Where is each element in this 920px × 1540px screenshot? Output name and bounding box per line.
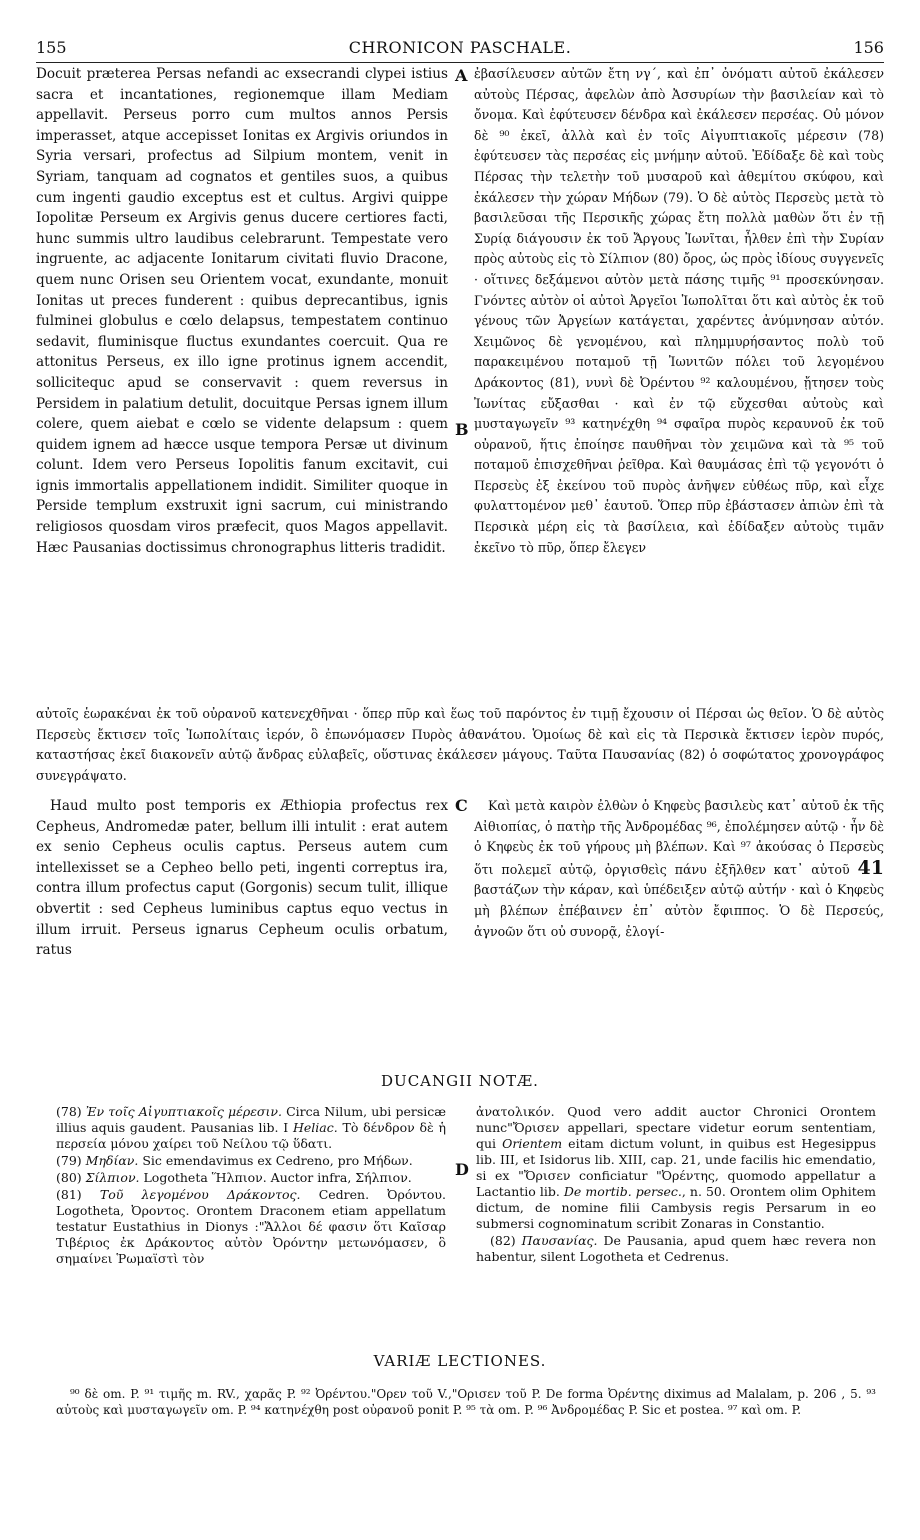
note-81 xyxy=(56,1187,446,1267)
margin-marker-b: B xyxy=(455,420,469,439)
margin-marker-a: A xyxy=(455,66,468,85)
note-81-cont-ref: De mortib. persec. xyxy=(563,1184,682,1199)
note-78-lemma: Ἐν τοῖς Αἰγυπτιακοῖς μέρεσιν. xyxy=(85,1104,282,1119)
note-82-number: (82) xyxy=(490,1233,522,1248)
note-78-ref: Heliac. xyxy=(293,1120,338,1135)
note-81-text: Cedren. Ὀρόντου. Logotheta, Ὀροντος. Orontem Draconem etiam appellatum testatur Eustathius in Dionys :"Ἄλλοι δέ φασιν ὅτι Καῖσαρ Τιβέριος ἐκ Δράκοντος αὐτὸν Ὀρόντην μετωνόμασεν, ὃ σημαίνει Ῥωμαϊστὶ τὸν xyxy=(56,1187,446,1266)
running-title: CHRONICON PASCHALE. xyxy=(348,38,572,57)
greek-column-1 xyxy=(474,64,884,558)
note-80 xyxy=(56,1170,446,1186)
note-81-cont-text-1: ἀνατολικόν. Quod vero addit auctor Chronici Orontem nunc"Ὄρισεν appellari, spectare videtur eorum sententiam, qui xyxy=(476,1104,876,1151)
column-number: 41 xyxy=(857,856,884,879)
notes-left-column xyxy=(56,1104,446,1268)
greek-full-paragraph: αὐτοῖς ἑωρακέναι ἐκ τοῦ οὐρανοῦ κατενεχθῆναι · ὅπερ πῦρ καὶ ἕως τοῦ παρόντος ἐν τιμῇ ἔχουσιν οἱ Πέρσαι ὡς θεῖον. Ὁ δὲ αὐτὸς Περσεὺς ἔκτισεν τοῖς Ἰωπολίταις ἱερόν, ὃ ἐπωνόμασεν Πυρὸς ἀθανάτου. Ὁμοίως δὲ καὶ εἰς τὰ Περσικὰ ἔκτισεν ἱερὸν πυρός, καταστήσας ἐκεῖ διακονεῖν αὐτῷ ἄνδρας εὐλαβεῖς, οὕστινας ἐκάλεσεν μάγους. Ταῦτα Παυσανίας (82) ὁ σοφώτατος χρονογράφος συνεγράψατο. xyxy=(36,706,884,783)
note-82-text: De Pausania, apud quem hæc revera non habentur, silent Logotheta et Cedrenus. xyxy=(476,1233,876,1264)
note-81-cont-emph: Orientem xyxy=(502,1136,563,1151)
note-78-number: (78) xyxy=(56,1104,86,1119)
latin-paragraph-1: Docuit præterea Persas nefandi ac exsecrandi clypei istius sacra et incantationes, regionemque illam Mediam appellavit. Perseus porro cum multos annos Persis imperasset, atque accepisset Ionitas ex Argivis oriundos in Syria versari, profectus ad Silpium montem, venit in Syriam, tanquam ad cognatos et gentiles suos, a quibus cum ingenti gaudio exceptus est et cultus. Argivi quippe Iopolitæ Perseum ex Argivis genus ducere certiores facti, hunc summis ultro laudibus celebrarunt. Tempestate vero ingruente, ac adjacente Ionitarum civitati fluvio Dracone, quem nunc Orisen seu Orientem vocat, exundante, monuit Ionitas ut preces funderent : quibus deprecantibus, ignis fulminei globulus e cœlo delapsus, tempestatem continuo sedavit, fluminisque fluctus exundantes coercuit. Qua re attonitus Perseus, ex illo igne protinus ignem accendit, sollicitequc apud se conservavit : quem reversus in Persidem in palatium detulit, docuitque Persas ignem illum colere, quem aiebat e cœlo se vidente delapsum : quem quidem ignem ad hæcce usque tempora Persæ ut divinum colunt. Idem vero Perseus Iopolitis fanum excitavit, cui ignis immortalis appellationem indidit. Similiter quoque in Perside templum exstruxit igni sacrum, cui ministrando religiosos quosdam viros præfecit, quos Magos appellavit. Hæc Pausanias doctissimus chronographus litteris tradidit. xyxy=(36,66,448,556)
note-78-quote: Τὸ δένδρον δὲ ἡ περσεία μόνου χαίρει τοῦ Νείλου τῷ ὕδατι. xyxy=(56,1120,446,1151)
note-80-number: (80) xyxy=(56,1170,86,1185)
margin-marker-c: C xyxy=(455,796,468,815)
note-81-cont-text-3: , n. 50. Orontem olim Ophitem dictum, de nomine filii Cambysis regis Persarum in eo submersi cognominatum scribit Zonaras in Constantio. xyxy=(476,1184,876,1231)
right-page-number: 156 xyxy=(853,38,884,57)
greek-column-2 xyxy=(474,796,884,942)
running-header xyxy=(36,38,884,62)
note-79-text: Sic emendavimus ex Cedreno, pro Μήδων. xyxy=(138,1153,413,1168)
note-79 xyxy=(56,1153,446,1169)
note-79-lemma: Μηδίαν. xyxy=(85,1153,139,1168)
note-81-cont-text-2: eitam dictum volunt, in quibus est Hegesippus lib. III, et Isidorus lib. XIII, cap. 21, unde facilis hic emendatio, si ex "Ὄρισεν conficiatur "Ὀρέντης, quomodo appellatur a Lactantio lib. xyxy=(476,1136,876,1199)
varia-text: ⁹⁰ δὲ om. P. ⁹¹ τιμῆς m. RV., χαρᾶς P. ⁹² Ὀρέντου."Ορεν τοῦ V.,"Ορισεν τοῦ P. De forma Ὀρέντης diximus ad Malalam, p. 206 , 5. ⁹³ αὐτοὺς καὶ μυσταγωγεῖν om. P. ⁹⁴ κατηνέχθη post οὐρανοῦ ponit P. ⁹⁵ τὰ om. P. ⁹⁶ Ἀνδρομέδας P. Sic et postea. ⁹⁷ καὶ om. P. xyxy=(56,1387,876,1417)
margin-marker-d: D xyxy=(455,1160,469,1179)
greek-paragraph-2-start: Καὶ μετὰ καιρὸν ἐλθὼν ὁ Κηφεὺς βασιλεὺς κατ᾽ αὐτοῦ ἐκ τῆς Αἰθιοπίας, ὁ πατὴρ τῆς Ἀνδρομέδας ⁹⁶, ἐπολέμησεν αὐτῷ · ἦν δὲ ὁ Κηφεὺς ἐκ τοῦ γήρους μὴ βλέπων. Καὶ ⁹⁷ ἀκούσας ὁ Περσεὺς ὅτι πολεμεῖ αὐτῷ, ὀργισθεὶς πάνυ ἐξῆλθεν κατ᾽ αὐτοῦ xyxy=(474,798,884,877)
note-78 xyxy=(56,1104,446,1152)
note-80-lemma: Σίλπιον. xyxy=(85,1170,140,1185)
note-81-continued xyxy=(476,1104,876,1232)
varia-heading: VARIÆ LECTIONES. xyxy=(373,1352,547,1370)
varia-lectiones-block xyxy=(56,1386,876,1418)
note-82 xyxy=(476,1233,876,1265)
greek-full-width-block xyxy=(36,704,884,786)
latin-column-2 xyxy=(36,796,448,961)
left-page-number: 155 xyxy=(36,38,67,57)
greek-paragraph-2 xyxy=(474,796,884,942)
note-81-lemma: Τοῦ λεγομένου Δράκοντος. xyxy=(99,1187,301,1202)
header-rule xyxy=(36,62,884,63)
latin-column-1 xyxy=(36,64,448,558)
notes-right-column xyxy=(476,1104,876,1266)
greek-paragraph-2-end: βαστάζων τὴν κάραν, καὶ ὑπέδειξεν αὐτῷ αὐτήν · καὶ ὁ Κηφεὺς μὴ βλέπων ἐπέβαινεν ἐπ᾽ αὐτὸν ἔφιππος. Ὁ δὲ Περσεύς, ἀγνοῶν ὅτι οὐ συνορᾷ, ἐλογί- xyxy=(474,882,884,939)
note-78-text: Circa Nilum, ubi persicæ illius aquis gaudent. Pausanias lib. I xyxy=(56,1104,446,1135)
greek-paragraph-1: ἐβασίλευσεν αὐτῶν ἔτη νγ΄, καὶ ἐπ᾽ ὀνόματι αὐτοῦ ἐκάλεσεν αὐτοὺς Πέρσας, ἀφελὼν ἀπὸ Ἀσσυρίων τὴν βασιλείαν καὶ τὸ ὄνομα. Καὶ ἐφύτευσεν δένδρα καὶ ἐκάλεσεν περσέας. Οὐ μόνον δὲ ⁹⁰ ἐκεῖ, ἀλλὰ καὶ ἐν τοῖς Αἰγυπτιακοῖς μέρεσιν (78) ἐφύτευσεν τὰς περσέας εἰς μνήμην αὐτοῦ. Ἐδίδαξε δὲ καὶ τοὺς Πέρσας τὴν τελετὴν τοῦ μυσαροῦ καὶ ἀθεμίτου σκύφου, καὶ ἐκάλεσεν τὴν χώραν Μήδων (79). Ὁ δὲ αὐτὸς Περσεὺς μετὰ τὸ βασιλεῦσαι τῆς Περσικῆς χώρας ἔτη πολλὰ μαθὼν ὅτι ἐν τῇ Συρίᾳ διάγουσιν ἐκ τοῦ Ἄργους Ἰωνῖται, ἦλθεν ἐπὶ τὴν Συρίαν πρὸς αὐτοὺς εἰς τὸ Σίλπιον (80) ὄρος, ὡς πρὸς ἰδίους συγγενεῖς · οἵτινες δεξάμενοι αὐτὸν μετὰ πάσης τιμῆς ⁹¹ προσεκύνησαν. Γνόντες αὐτὸν οἱ αὐτοὶ Ἀργεῖοι Ἰωπολῖται ὅτι καὶ αὐτὸς ἐκ τοῦ γένους τῶν Ἀργείων κατάγεται, χαρέντες ἀνύμνησαν αὐτόν. Χειμῶνος δὲ γενομένου, καὶ πλημμυρήσαντος πολὺ τοῦ παρακειμένου ποταμοῦ τῇ Ἰωνιτῶν πόλει τοῦ λεγομένου Δράκοντος (81), νυνὶ δὲ Ὀρέντου ⁹² καλουμένου, ᾔτησεν τοὺς Ἰωνίτας εὔξασθαι · καὶ ἐν τῷ εὔχεσθαι αὐτοὺς καὶ μυσταγωγεῖν ⁹³ κατηνέχθη ⁹⁴ σφαῖρα πυρὸς κεραυνοῦ ἐκ τοῦ οὐρανοῦ, ἥτις ἐποίησε παυθῆναι τὸν χειμῶνα καὶ τὰ ⁹⁵ τοῦ ποταμοῦ ἐπισχεθῆναι ῥεῖθρα. Καὶ θαυμάσας ἐπὶ τῷ γεγονότι ὁ Περσεὺς ἐξ ἐκείνου τοῦ πυρὸς ἀνῆψεν εὐθέως πῦρ, καὶ εἶχε φυλαττομένον μεθ᾽ ἑαυτοῦ. Ὅπερ πῦρ ἐβάστασεν ἀπιὼν ἐπὶ τὰ Περσικὰ μέρη εἰς τὰ βασίλεια, καὶ ἐδίδαξεν αὐτοὺς τιμᾶν ἐκεῖνο τὸ πῦρ, ὅπερ ἔλεγεν xyxy=(474,66,884,555)
note-79-number: (79) xyxy=(56,1153,86,1168)
latin-paragraph-2: Haud multo post temporis ex Æthiopia profectus rex Cepheus, Andromedæ pater, bellum illi intulit : erat autem ex senio Cepheus oculis captus. Perseus autem cum intellexisset se a Cepheo bello peti, ingenti correptus ira, contra illum profectus caput (Gorgonis) secum tulit, illique obvertit : sed Cepheus luminibus captus equo vectus in illum irruit. Perseus ignarus Cepheum oculis orbatum, ratus xyxy=(36,798,448,959)
notes-heading: DUCANGII NOTÆ. xyxy=(381,1072,539,1090)
note-82-lemma: Παυσανίας. xyxy=(521,1233,598,1248)
note-80-text: Logotheta Ἥλπιον. Auctor infra, Σήλπιον. xyxy=(139,1170,412,1185)
note-81-number: (81) xyxy=(56,1187,100,1202)
